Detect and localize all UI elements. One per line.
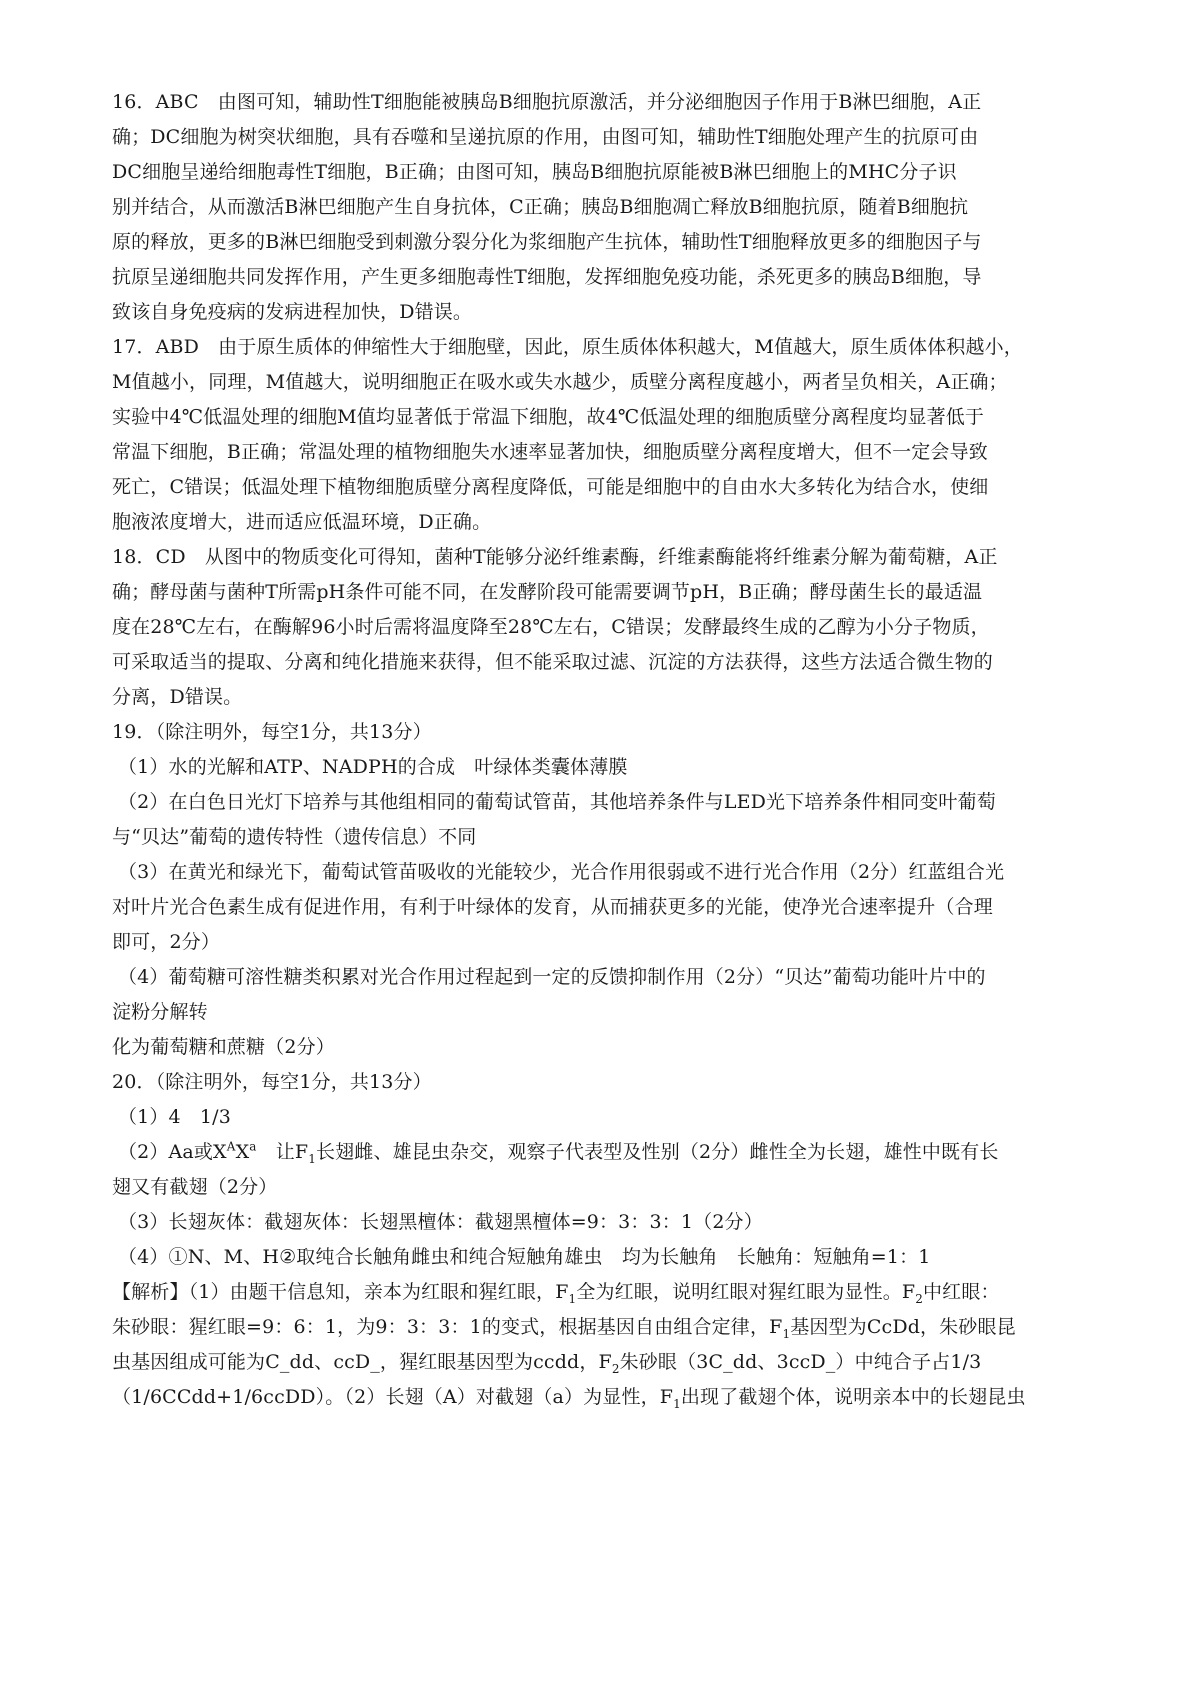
text-line: 18．CD 从图中的物质变化可得知，菌种T能够分泌纤维素酶，纤维素酶能将纤维素分解为葡萄糖，A正 [112, 546, 998, 568]
text-line: DC细胞呈递给细胞毒性T细胞，B正确；由图可知，胰岛B细胞抗原能被B淋巴细胞上的MHC分子识 [112, 161, 957, 183]
text-line: （4）①N、M、H②取纯合长触角雌虫和纯合短触角雄虫 均为长触角 长触角：短触角=1：1 [118, 1246, 931, 1268]
text-line: （1/6CCdd+1/6ccDD）。（2）长翅（A）对截翅（a）为显性，$F_1$出现了截翅个体，说明亲本中的长翅昆虫 [112, 1386, 1026, 1411]
text-line: 别并结合，从而激活B淋巴细胞产生自身抗体，C正确；胰岛B细胞凋亡释放B细胞抗原，随着B细胞抗 [112, 196, 969, 218]
text-line: 实验中4℃低温处理的细胞M值均显著低于常温下细胞，故4℃低温处理的细胞质壁分离程度均显著低于 [112, 406, 985, 428]
text-line: 化为葡萄糖和蔗糖（2分） [112, 1036, 335, 1058]
text-line: （3）在黄光和绿光下，葡萄试管苗吸收的光能较少，光合作用很弱或不进行光合作用（2分）红蓝组合光 [118, 861, 1005, 883]
text-line: （4）葡萄糖可溶性糖类积累对光合作用过程起到一定的反馈抑制作用（2分）“贝达”葡萄功能叶片中的 [118, 966, 986, 988]
text-line: （1）水的光解和ATP、NADPH的合成 叶绿体类囊体薄膜 [118, 756, 628, 778]
text-line: （3）长翅灰体：截翅灰体：长翅黑檀体：截翅黑檀体=9：3：3：1（2分） [118, 1211, 763, 1233]
text-line: 16．ABC 由图可知，辅助性T细胞能被胰岛B细胞抗原激活，并分泌细胞因子作用于B淋巴细胞，A正 [112, 91, 982, 113]
text-line: 与“贝达”葡萄的遗传特性（遗传信息）不同 [112, 826, 477, 848]
text-line: （1）4 1/3 [118, 1106, 231, 1128]
text-line: 可采取适当的提取、分离和纯化措施来获得，但不能采取过滤、沉淀的方法获得，这些方法适合微生物的 [112, 651, 993, 673]
analysis-line: 【解析】（1）由题干信息知，亲本为红眼和猩红眼，$F_1$全为红眼，说明红眼对猩红眼为显性。$F_2$中红眼： [112, 1281, 1000, 1306]
text-line: M值越小，同理，M值越大，说明细胞正在吸水或失水越少，质壁分离程度越小，两者呈负相关，A正确； [112, 371, 1008, 393]
text-line: 度在28℃左右，在酶解96小时后需将温度降至28℃左右，C错误；发酵最终生成的乙醇为小分子物质， [112, 616, 990, 638]
text-line: 抗原呈递细胞共同发挥作用，产生更多细胞毒性T细胞，发挥细胞免疫功能，杀死更多的胰岛B细胞，导 [112, 266, 982, 288]
text-line: 翅又有截翅（2分） [112, 1176, 278, 1198]
text-line: 分离，D错误。 [112, 686, 243, 708]
text-line: 致该自身免疫病的发病进程加快，D错误。 [112, 301, 473, 323]
text-line: 19．（除注明外，每空1分，共13分） [112, 721, 432, 743]
text-line: 确；酵母菌与菌种T所需pH条件可能不同，在发酵阶段可能需要调节pH，B正确；酵母菌生长的最适温 [112, 581, 983, 603]
text-line: （2）在白色日光灯下培养与其他组相同的葡萄试管苗，其他培养条件与LED光下培养条件相同变叶葡萄 [118, 791, 996, 813]
text-line: 死亡，C错误；低温处理下植物细胞质壁分离程度降低，可能是细胞中的自由水大多转化为结合水，使细 [112, 476, 989, 498]
text-line: 常温下细胞，B正确；常温处理的植物细胞失水速率显著加快，细胞质壁分离程度增大，但不一定会导致 [112, 441, 988, 463]
text-line: 20．（除注明外，每空1分，共13分） [112, 1071, 432, 1093]
text-line: （2）Aa或$X^AX^a$ 让$F_1$长翅雌、雄昆虫杂交，观察子代表型及性别（2分）雌性全为长翅，雄性中既有长 [118, 1139, 999, 1166]
text-line: 淀粉分解转 [112, 1001, 208, 1023]
text-line: 确；DC细胞为树突状细胞，具有吞噬和呈递抗原的作用，由图可知，辅助性T细胞处理产生的抗原可由 [112, 126, 979, 148]
text-line: 虫基因组成可能为C_dd、ccD_，猩红眼基因型为ccdd，$F_2$朱砂眼（3C_dd、3ccD_）中纯合子占1/3 [112, 1351, 982, 1376]
text-line: 即可，2分） [112, 931, 220, 953]
text-line: 17．ABD 由于原生质体的伸缩性大于细胞壁，因此，原生质体体积越大，M值越大，原生质体体积越小， [112, 336, 1023, 358]
text-line: 胞液浓度增大，进而适应低温环境，D正确。 [112, 511, 492, 533]
text-line: 朱砂眼：猩红眼=9：6：1，为9：3：3：1的变式，根据基因自由组合定律，$F_1$基因型为CcDd，朱砂眼昆 [112, 1316, 1016, 1341]
text-line: 对叶片光合色素生成有促进作用，有利于叶绿体的发育，从而捕获更多的光能，使净光合速率提升（合理 [112, 896, 993, 918]
text-line: 原的释放，更多的B淋巴细胞受到刺激分裂分化为浆细胞产生抗体，辅助性T细胞释放更多的细胞因子与 [112, 231, 982, 253]
